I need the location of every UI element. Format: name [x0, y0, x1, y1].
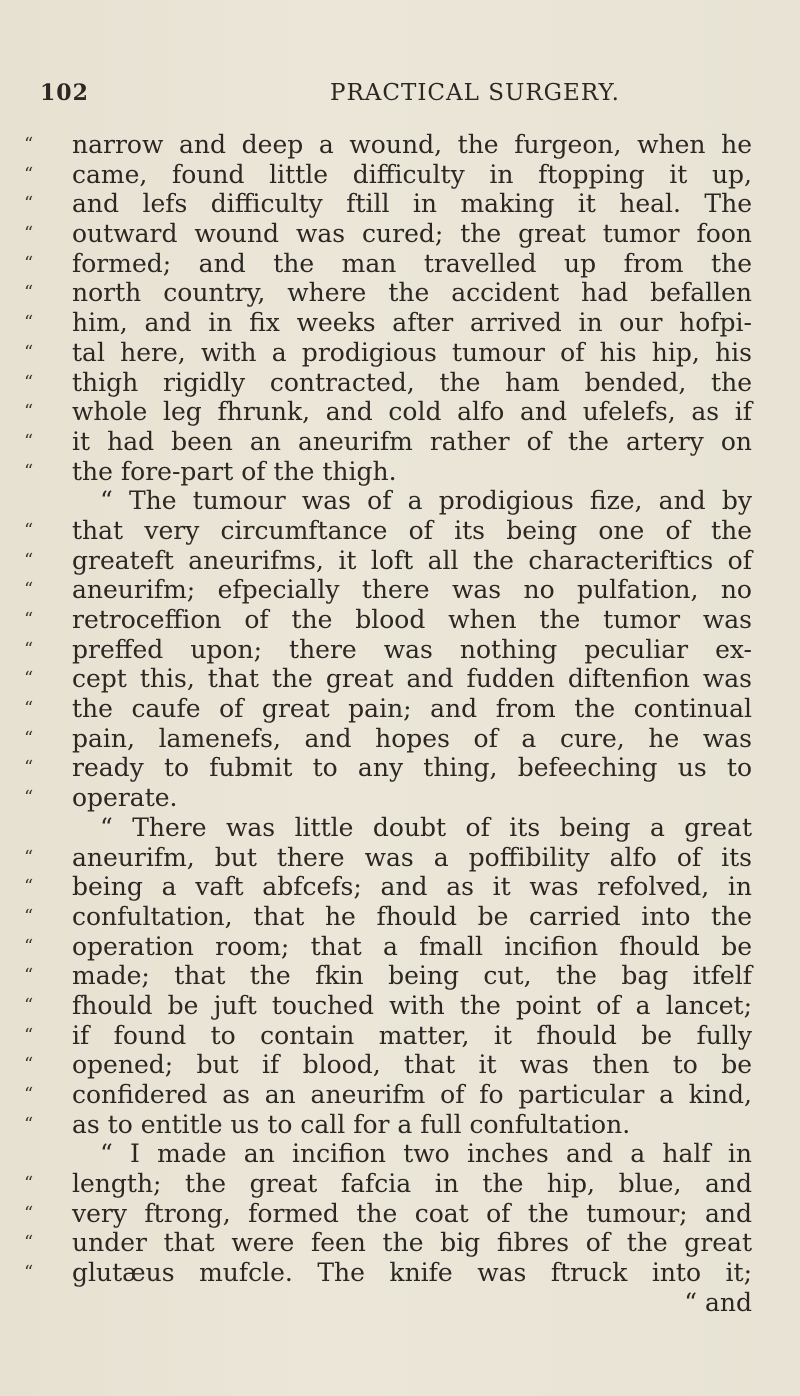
line-text: aneurifm, but there was a poffibility alfo of its [72, 842, 752, 872]
text-line [24, 189, 784, 219]
line-text: operation room; that a fmall incifion fhould be [72, 931, 752, 961]
line-text: the fore-part of the thigh. [72, 456, 397, 486]
line-text: it had been an aneurifm rather of the artery on [72, 426, 752, 456]
line-text: whole leg fhrunk, and cold alfo and ufelefs, as if [72, 397, 752, 427]
line-text: cept this, that the great and fudden diftenfion was [72, 664, 752, 694]
quote-mark: “ [24, 579, 34, 601]
line-text: outward wound was cured; the great tumor foon [72, 219, 752, 249]
line-text: and lefs difficulty ftill in making it heal. The [72, 189, 752, 219]
quote-mark: “ [24, 757, 34, 779]
quote-mark: “ [24, 1054, 34, 1076]
quote-mark: “ [24, 935, 34, 957]
quote-mark: “ [24, 609, 34, 630]
text-line [24, 1199, 784, 1229]
body-text [24, 130, 784, 1318]
line-text: being a vaft abfcefs; and as it was refolved, in [72, 872, 752, 902]
line-text: came, found little difficulty in ftopping it up, [72, 159, 752, 189]
text-line [24, 1050, 784, 1080]
quote-mark: “ [24, 1024, 34, 1046]
quote-mark: “ [24, 846, 34, 868]
line-text: opened; but if blood, that it was then to be [72, 1050, 752, 1080]
text-line [24, 961, 784, 991]
catchword-line [24, 1288, 784, 1318]
quote-mark: “ [24, 401, 34, 423]
text-line [24, 249, 784, 279]
text-line [24, 991, 784, 1021]
line-text: glutæus mufcle. The knife was ftruck into it; [72, 1258, 752, 1288]
text-line [24, 813, 784, 843]
line-text: thigh rigidly contracted, the ham bended, the [72, 367, 752, 397]
text-line [24, 1139, 784, 1169]
line-text: if found to contain matter, it fhould be fully [72, 1020, 752, 1050]
line-text: “ The tumour was of a prodigious fize, and by [100, 486, 752, 516]
quote-mark: “ [24, 698, 34, 720]
line-text: operate. [72, 783, 178, 813]
text-line [24, 724, 784, 754]
line-text: narrow and deep a wound, the furgeon, when he [72, 130, 752, 159]
quote-mark: “ [24, 519, 34, 541]
line-text: retroceffion of the blood when the tumor was [72, 605, 752, 634]
quote-mark: “ [24, 312, 34, 334]
line-text: as to entitle us to call for a full confultation. [72, 1109, 631, 1139]
text-line [24, 160, 784, 190]
text-line [24, 1169, 784, 1199]
line-text: under that were feen the big fibres of the great [72, 1228, 752, 1258]
quote-mark: “ [24, 1262, 34, 1284]
line-text: confultation, that he fhould be carried into the [72, 901, 752, 931]
line-text: the caufe of great pain; and from the continual [72, 694, 752, 724]
quote-mark: “ [24, 668, 34, 690]
line-text: “ I made an incifion two inches and a half in [100, 1139, 752, 1169]
quote-mark: “ [24, 430, 34, 452]
line-text: fhould be juft touched with the point of a lancet; [72, 990, 752, 1020]
text-line [24, 130, 784, 160]
quote-mark: “ [24, 1232, 34, 1254]
text-line [24, 1110, 784, 1140]
page-number: 102 [40, 80, 89, 106]
line-text: “ There was little doubt of its being a great [100, 812, 752, 842]
quote-mark: “ [24, 1173, 34, 1195]
line-text: very ftrong, formed the coat of the tumour; and [72, 1198, 752, 1228]
line-text: length; the great fafcia in the hip, blue, and [72, 1169, 752, 1199]
text-line [24, 635, 784, 665]
line-text: ready to fubmit to any thing, befeeching us to [72, 753, 752, 783]
text-line [24, 1080, 784, 1110]
quote-mark: “ [24, 1113, 34, 1135]
text-line [24, 486, 784, 516]
line-text: confidered as an aneurifm of fo particular a kind, [72, 1080, 752, 1109]
line-text: him, and in fix weeks after arrived in our hofpi- [72, 308, 752, 338]
text-line [24, 397, 784, 427]
page-header [40, 80, 760, 120]
line-text: north country, where the accident had befallen [72, 278, 752, 308]
quote-mark: “ [24, 1084, 34, 1105]
line-text: preffed upon; there was nothing peculiar ex- [72, 634, 752, 664]
catchword: “ and [684, 1287, 752, 1317]
quote-mark: “ [24, 134, 34, 155]
text-line [24, 575, 784, 605]
quote-mark: “ [24, 905, 34, 927]
line-text: tal here, with a prodigious tumour of his hip, his [72, 337, 752, 367]
text-line [24, 308, 784, 338]
line-text: greateft aneurifms, it loft all the characteriftics of [72, 545, 752, 575]
quote-mark: “ [24, 1202, 34, 1224]
line-text: pain, lamenefs, and hopes of a cure, he was [72, 723, 752, 753]
quote-mark: “ [24, 876, 34, 898]
text-line [24, 783, 784, 813]
text-line [24, 902, 784, 932]
text-line [24, 457, 784, 487]
text-line [24, 932, 784, 962]
quote-mark: “ [24, 460, 34, 482]
text-line [24, 546, 784, 576]
quote-mark: “ [24, 549, 34, 571]
text-line [24, 427, 784, 457]
text-line [24, 338, 784, 368]
text-line [24, 368, 784, 398]
line-text: made; that the fkin being cut, the bag itfelf [72, 961, 752, 991]
quote-mark: “ [24, 223, 34, 245]
text-line [24, 843, 784, 873]
quote-mark: “ [24, 727, 34, 749]
quote-mark: “ [24, 193, 34, 215]
text-line [24, 219, 784, 249]
quote-mark: “ [24, 282, 34, 304]
quote-mark: “ [24, 787, 34, 809]
quote-mark: “ [24, 638, 34, 660]
line-text: aneurifm; efpecially there was no pulfation, no [72, 575, 752, 605]
text-line [24, 872, 784, 902]
quote-mark: “ [24, 341, 34, 363]
text-line [24, 753, 784, 783]
quote-mark: “ [24, 965, 34, 987]
text-line [24, 1228, 784, 1258]
text-line [24, 664, 784, 694]
text-line [24, 694, 784, 724]
text-line [24, 1258, 784, 1288]
quote-mark: “ [24, 371, 34, 393]
text-line [24, 516, 784, 546]
running-title: PRACTICAL SURGERY. [330, 80, 620, 106]
quote-mark: “ [24, 163, 34, 185]
quote-mark: “ [24, 252, 34, 274]
text-line [24, 278, 784, 308]
line-text: that very circumftance of its being one of the [72, 515, 752, 545]
text-line [24, 605, 784, 635]
text-line [24, 1021, 784, 1051]
quote-mark: “ [24, 994, 34, 1016]
line-text: formed; and the man travelled up from the [72, 248, 752, 278]
